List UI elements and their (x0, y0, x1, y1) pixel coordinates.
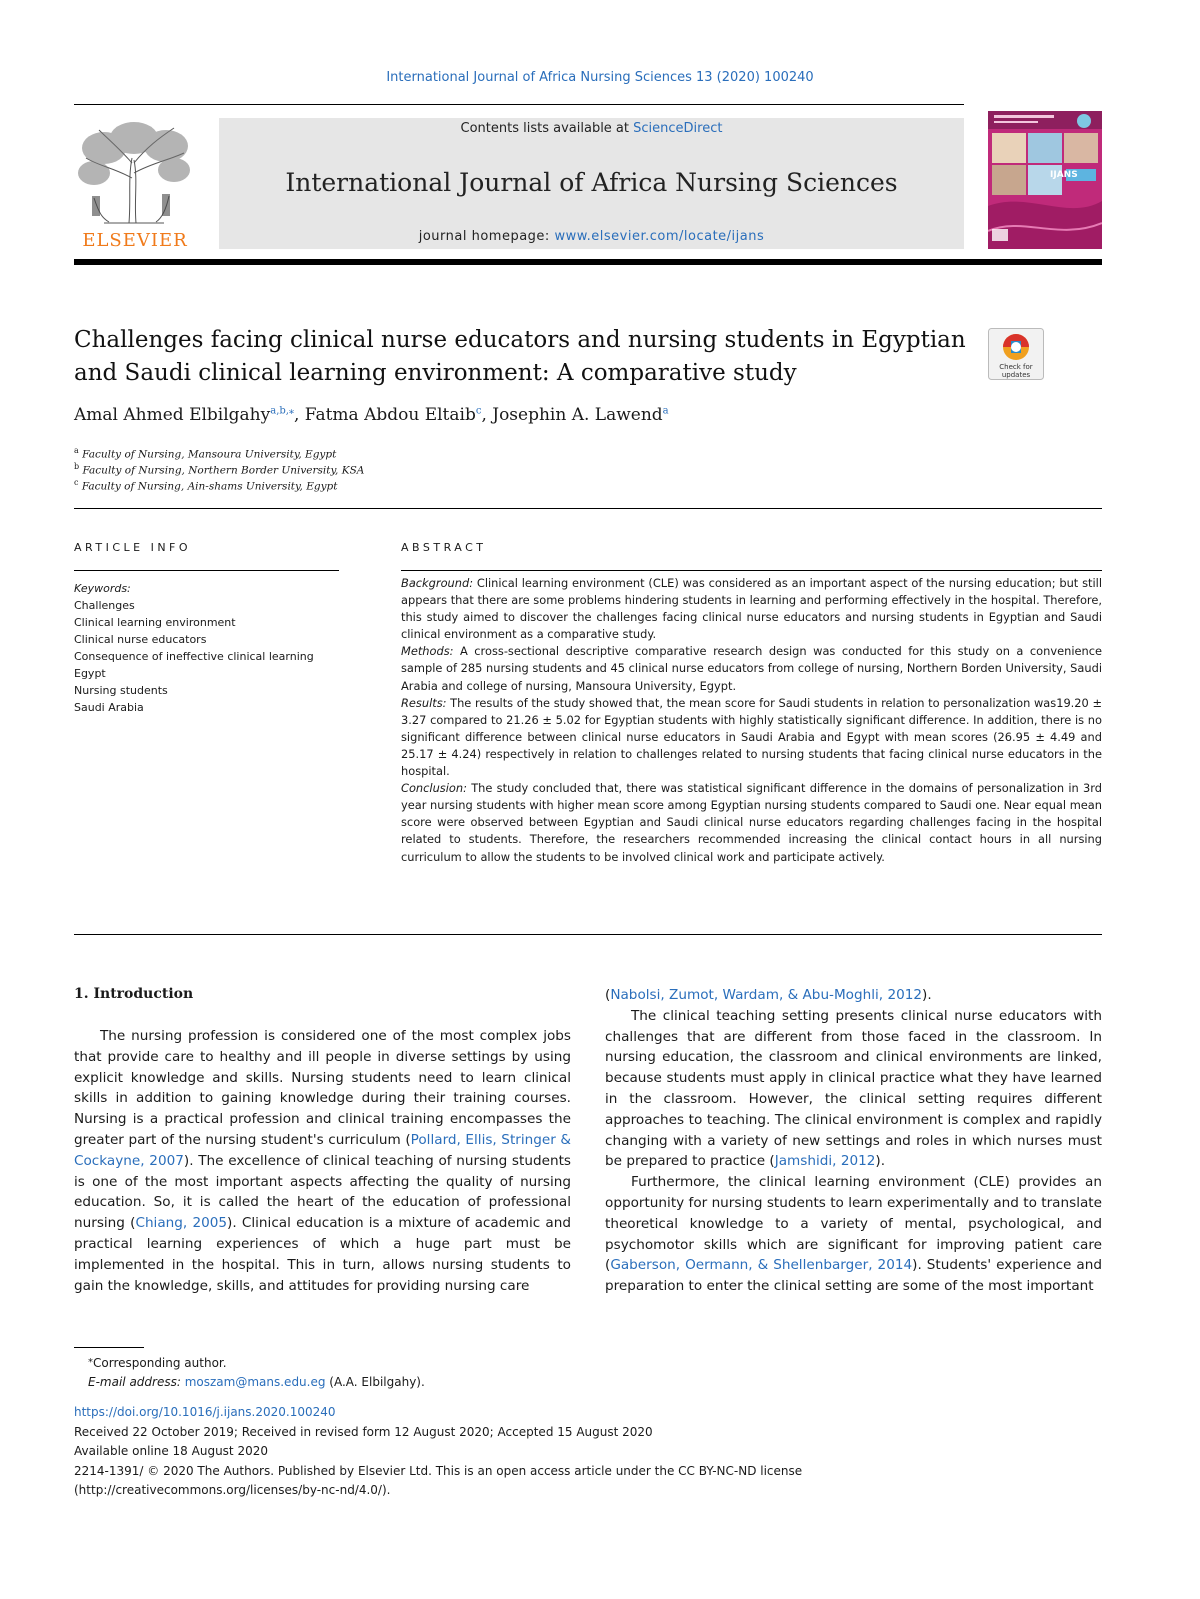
methods-text: A cross-sectional descriptive comparative research design was conducted for this study on a convenience sample of 285 nursing students and 45 clinical nurse educators from college of nursing, Northern Borden University, Saudi Arabia and college of nursing, Mansoura University, Egypt. (401, 644, 1102, 693)
crossmark-icon[interactable] (988, 328, 1044, 380)
affiliation (74, 446, 336, 461)
paragraph-text: ). Clinical education is a mixture of academic and practical learning experiences of which a huge part must be implemented in the hospital. This in turn, allows nursing students to gain the knowledge, skills, and attitudes for providing nursing care (74, 1215, 571, 1294)
author-name[interactable]: Fatma Abdou Eltaib (304, 405, 476, 425)
keyword: Saudi Arabia (74, 701, 144, 714)
keyword-list (74, 597, 314, 716)
intro-paragraph-continuation (605, 985, 1102, 1006)
crossmark-label-1: Check for (999, 363, 1033, 371)
footnote (74, 1350, 425, 1392)
abstract-body (401, 575, 1102, 866)
section-rule (74, 934, 1102, 935)
article-info-rule (74, 570, 339, 571)
affiliation (74, 478, 338, 493)
journal-reference[interactable]: International Journal of Africa Nursing Sciences 13 (2020) 100240 (386, 70, 814, 85)
header-rule (74, 104, 964, 105)
intro-paragraph (74, 1026, 571, 1296)
introduction-heading: 1. Introduction (74, 986, 194, 1002)
contents-line (219, 121, 964, 136)
affiliation-sup: c (74, 478, 79, 487)
paragraph-text: The clinical teaching setting presents clinical nurse educators with challenges that are different from those faced in the classroom. In nursing education, the classroom and clinical environments are linked, because students must apply in clinical practice what they have learned in the classroom. However, the clinical setting requires different approaches to teaching. The clinical environment is complex and rapidly changing with a variety of new settings and roles in which nurses must be prepared to practice ( (605, 1007, 1102, 1170)
abstract-methods (401, 643, 1102, 694)
results-label: Results: (401, 695, 447, 710)
author-sup[interactable]: c (475, 405, 482, 417)
available-online: Available online 18 August 2020 (74, 1444, 268, 1459)
abstract-conclusion (401, 780, 1102, 865)
citation-link[interactable]: Pollard, Ellis, Stringer & Cockayne, 2007 (74, 1131, 571, 1169)
paragraph-text: ). The excellence of clinical teaching of nursing students is one of the most important aspects affecting the quality of nursing education. So, it is called the heart of the education of professional nursing ( (74, 1152, 571, 1232)
citation-link[interactable]: Gaberson, Oermann, & Shellenbarger, 2014 (610, 1257, 913, 1274)
email-suffix: (A.A. Elbilgahy). (325, 1375, 425, 1389)
abstract-results (401, 695, 1102, 780)
keyword: Clinical nurse educators (74, 633, 207, 646)
affiliation-sup: a (74, 446, 79, 455)
paragraph-text: ). (875, 1153, 886, 1170)
affiliation-text: Faculty of Nursing, Ain-shams University, Egypt (81, 480, 338, 493)
footnote-rule (74, 1347, 144, 1348)
abstract-rule (401, 570, 1102, 571)
abstract-background (401, 575, 1102, 643)
paragraph-text: ( (605, 987, 611, 1003)
affiliation-text: Faculty of Nursing, Northern Border University, KSA (82, 464, 365, 477)
intro-paragraph (605, 1006, 1102, 1172)
affiliation-sup: b (74, 462, 80, 471)
contents-prefix: Contents lists available at (460, 121, 634, 136)
paragraph-text: The nursing profession is considered one of the most complex jobs that provide care to healthy and ill people in diverse settings by using explicit knowledge and skills. Nursing students need to learn clinical skills in addition to gaining knowledge during their training courses. Nursing is a practical profession and clinical training encompasses the greater part of the nursing student's curriculum ( (74, 1028, 571, 1148)
author-sup[interactable]: a,b,⁎ (270, 405, 294, 417)
background-text: Clinical learning environment (CLE) was considered as an important aspect of the nursing education; but still appears that there are some problems hindering students in learning and performing effectively in the hospital. Therefore, this study aimed to discover the challenges facing clinical nurse educators and nursing students in Egyptian and Saudi clinical environment as a comparative study. (401, 576, 1102, 642)
section-rule (74, 508, 1102, 509)
abstract-heading: ABSTRACT (401, 541, 487, 554)
email-link[interactable]: moszam@mans.edu.eg (184, 1375, 326, 1389)
elsevier-tree-logo (74, 118, 194, 248)
journal-title: International Journal of Africa Nursing Sciences (285, 168, 898, 197)
keyword: Egypt (74, 667, 106, 680)
keyword: Nursing students (74, 684, 168, 697)
footnote-marker: ⁎ (88, 1354, 93, 1365)
citation-link[interactable]: Jamshidi, 2012 (774, 1153, 876, 1170)
conclusion-text: The study concluded that, there was statistical significant difference in the domains of personalization in 3rd year nursing students with higher mean score among Egyptian nursing students compared to Saudi one. Near equal mean score were observed between Egyptian and Saudi clinical nurse educators regarding challenges facing in the hospital related to students. Therefore, the researchers recommended increasing the clinical contact hours in all nursing curriculum to allow the students to be involved clinical work and participate actively. (401, 781, 1102, 864)
elsevier-wordmark: ELSEVIER (82, 230, 188, 251)
email-label: E-mail address: (88, 1375, 181, 1389)
conclusion-label: Conclusion: (401, 781, 467, 796)
keywords-label: Keywords: (74, 582, 131, 595)
cover-label: IJANS (1050, 170, 1078, 180)
homepage-prefix: journal homepage: (418, 229, 555, 244)
author-sup[interactable]: a (662, 405, 669, 417)
results-text: The results of the study showed that, the mean score for Saudi students in relation to personalization was19.20 ± 3.27 compared to 21.26 ± 5.02 for Egyptian students with highly statistically significant difference. In addition, there is no significant difference between clinical nurse educators in Saudi Arabia and Egypt with mean scores (26.95 ± 4.49 and 25.17 ± 4.24) respectively in relation to challenges related to nursing students that facing clinical nurse educators in the hospital. (401, 695, 1102, 779)
sciencedirect-link[interactable]: ScienceDirect (633, 121, 723, 136)
license-url[interactable]: (http://creativecommons.org/licenses/by-nc-nd/4.0/). (74, 1483, 391, 1498)
doi-link[interactable]: https://doi.org/10.1016/j.ijans.2020.100240 (74, 1405, 336, 1419)
citation-link[interactable]: Nabolsi, Zumot, Wardam, & Abu-Moghli, 2012 (610, 987, 923, 1003)
received-dates: Received 22 October 2019; Received in revised form 12 August 2020; Accepted 15 August 2020 (74, 1424, 653, 1439)
keyword: Challenges (74, 599, 135, 612)
article-info-heading: ARTICLE INFO (74, 541, 192, 554)
body-column-left (74, 1026, 571, 1296)
paragraph-text: Furthermore, the clinical learning environment (CLE) provides an opportunity for nursing students to learn experimentally and to translate theoretical knowledge to a variety of mental, psychological, and psychomotor skills which are significant for improving patient care ( (605, 1174, 1102, 1274)
author-name[interactable]: Amal Ahmed Elbilgahy (74, 405, 271, 425)
homepage-link[interactable]: www.elsevier.com/locate/ijans (554, 229, 765, 244)
corresponding-author-note: Corresponding author. (93, 1356, 227, 1370)
article-metadata (74, 1403, 802, 1501)
body-column-right (605, 985, 1102, 1297)
license-line: 2214-1391/ © 2020 The Authors. Published by Elsevier Ltd. This is an open access article under the CC BY-NC-ND license (74, 1463, 803, 1478)
homepage-line (219, 229, 964, 244)
paragraph-text: ). (922, 987, 932, 1003)
affiliation-text: Faculty of Nursing, Mansoura University, Egypt (82, 448, 337, 461)
author-name[interactable]: Josephin A. Lawend (492, 405, 663, 425)
citation-link[interactable]: Chiang, 2005 (135, 1215, 228, 1232)
header-thick-rule (74, 259, 1102, 265)
journal-cover-thumbnail[interactable] (988, 111, 1102, 249)
paragraph-text: ). Students' experience and preparation to enter the clinical setting are some of the most important (605, 1257, 1102, 1295)
methods-label: Methods: (401, 644, 454, 659)
intro-paragraph (605, 1172, 1102, 1297)
background-label: Background: (401, 576, 474, 590)
author-list: Amal Ahmed Elbilgahy$^{a,b,⁎}$, Fatma Abdou Eltaib$^c$, Josephin A. Lawend$^a$ (74, 405, 669, 425)
keyword: Consequence of ineffective clinical learning (74, 650, 314, 663)
keyword: Clinical learning environment (74, 616, 236, 629)
affiliation (74, 462, 364, 477)
paper-title: Challenges facing clinical nurse educators and nursing students in Egyptian and Saudi clinical learning environment: A comparative study (74, 327, 966, 386)
crossmark-label-2: updates (1001, 371, 1031, 379)
